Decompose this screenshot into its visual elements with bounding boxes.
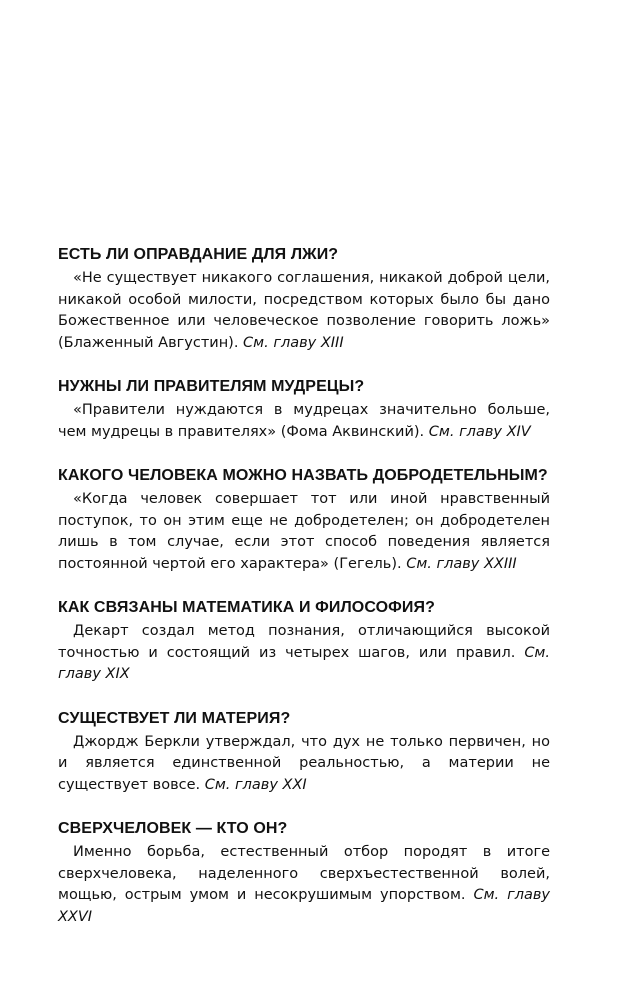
entry-question: ЕСТЬ ЛИ ОПРАВДАНИЕ ДЛЯ ЛЖИ? [58, 246, 339, 263]
entry-question: НУЖНЫ ЛИ ПРАВИТЕЛЯМ МУДРЕЦЫ? [58, 378, 365, 395]
entry-question: СВЕРХЧЕЛОВЕК — КТО ОН? [58, 820, 288, 837]
page-content [58, 244, 550, 950]
entry-rulers-sages [58, 376, 550, 443]
entry-answer [58, 621, 550, 686]
chapter-reference: См. главу XXVI [58, 887, 550, 925]
entry-matter-exists [58, 708, 550, 797]
entry-question: КАК СВЯЗАНЫ МАТЕМАТИКА И ФИЛОСОФИЯ? [58, 599, 435, 616]
entry-answer [58, 400, 550, 443]
chapter-reference: См. главу XIII [243, 334, 344, 351]
answer-text: Именно борьба, естественный отбор породят в итоге сверхчеловека, наделенного сверхъестественной волей, мощью, острым умом и несокрушимым упорством. [58, 844, 550, 903]
entry-question: СУЩЕСТВУЕТ ЛИ МАТЕРИЯ? [58, 709, 291, 727]
chapter-reference: См. главу XXIII [406, 555, 517, 572]
chapter-reference: См. главу XIV [428, 423, 531, 440]
answer-text: «Не существует никакого соглашения, никакой доброй цели, никакой особой милости, посредством которых было бы дано Божественное или человеческое позволение говорить ложь» (Блаженный Августин). [58, 270, 550, 351]
entry-math-philosophy [58, 597, 550, 686]
entry-answer [58, 489, 550, 575]
entry-answer [58, 732, 550, 797]
entry-answer [58, 842, 550, 928]
entry-lie-justification [58, 244, 550, 354]
entry-virtuous-person [58, 465, 550, 575]
answer-text: «Правители нуждаются в мудрецах значительно больше, чем мудрецы в правителях» (Фома Аквинский). [58, 402, 550, 440]
answer-text: Декарт создал метод познания, отличающийся высокой точностью и состоящий из четырех шагов, или правил. [58, 623, 550, 661]
answer-text: Джордж Беркли утверждал, что дух не только первичен, но и является единственной реальностью, а материи не существует вовсе. [58, 733, 550, 793]
chapter-reference: См. главу XIX [58, 644, 550, 682]
answer-text: «Когда человек совершает тот или иной нравственный поступок, то он этим еще не добродетелен; он добродетелен лишь в том случае, если этот способ поведения является постоянной чертой его характера» (Гегель). [58, 491, 550, 572]
chapter-reference: См. главу XXI [204, 776, 307, 793]
entry-answer [58, 268, 550, 354]
entry-superman [58, 818, 550, 928]
entry-question: КАКОГО ЧЕЛОВЕКА МОЖНО НАЗВАТЬ ДОБРОДЕТЕЛЬНЫМ? [58, 467, 548, 484]
